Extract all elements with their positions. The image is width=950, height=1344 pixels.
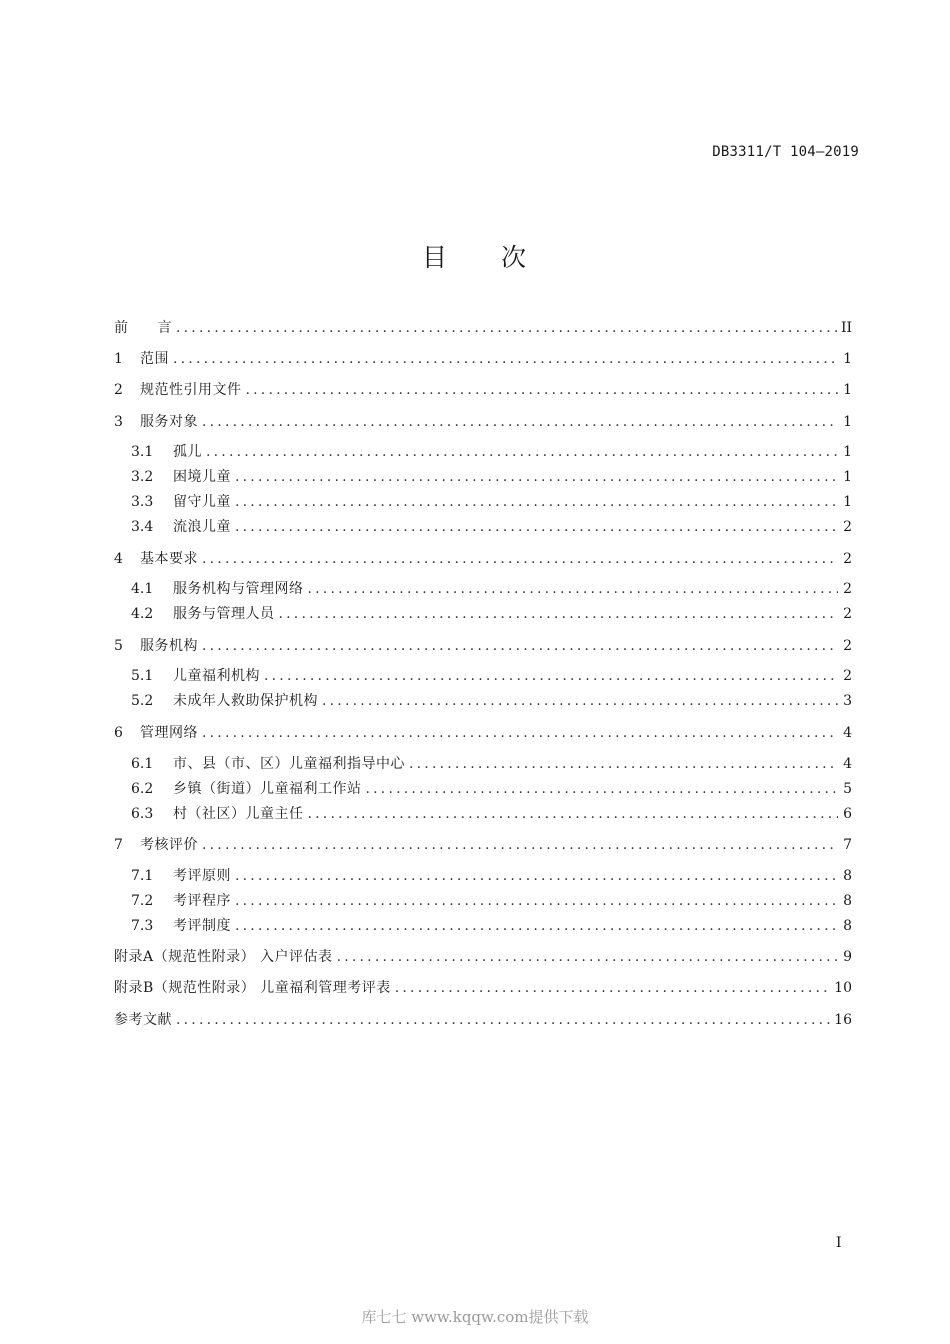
toc-entry-label: 附录A（规范性附录） 入户评估表: [114, 949, 333, 965]
toc-title-char-2: 次: [501, 243, 529, 272]
toc-entry-page: 1: [843, 351, 852, 367]
toc-leader: [202, 412, 838, 432]
toc-entry-label: 范围: [140, 351, 169, 367]
toc-entry-number: 4: [114, 551, 123, 567]
toc-entry-page: 1: [843, 469, 852, 485]
toc-entry-label: 村（社区）儿童主任: [173, 806, 304, 822]
toc-entry-page: 1: [843, 414, 852, 430]
toc-entry-label: 规范性引用文件: [140, 382, 242, 398]
toc-entry-3-4[interactable]: [131, 517, 852, 537]
toc-entry-label: 儿童福利机构: [173, 668, 260, 684]
toc-entry-page: 7: [843, 837, 852, 853]
toc-entry-page: 6: [843, 806, 852, 822]
toc-entry-5[interactable]: [114, 636, 852, 656]
toc-entry-2[interactable]: [114, 380, 852, 400]
toc-leader: [202, 723, 838, 743]
toc-entry-label: 未成年人救助保护机构: [173, 693, 318, 709]
toc-leader: [322, 691, 838, 711]
toc-entry-number: 7.3: [131, 918, 154, 934]
toc-entry-label: 考评程序: [173, 893, 231, 909]
toc-title: [0, 238, 950, 274]
toc-entry-page: 16: [834, 1012, 852, 1028]
toc-entry-label: 困境儿童: [173, 469, 231, 485]
toc-entry-number: 3.4: [131, 519, 154, 535]
toc-entry-label: 乡镇（街道）儿童福利工作站: [173, 781, 362, 797]
toc-entry-label: 留守儿童: [173, 494, 231, 510]
toc-entry-page: 2: [843, 638, 852, 654]
toc-leader: [235, 891, 838, 911]
toc-entry-page: 1: [843, 444, 852, 460]
toc-entry-number: 3.1: [131, 444, 154, 460]
toc-entry-label: 考评制度: [173, 918, 231, 934]
toc-entry-6-2[interactable]: [131, 779, 852, 799]
toc-entry-page: 8: [843, 918, 852, 934]
toc-entry-label: 流浪儿童: [173, 519, 231, 535]
toc-entry-number: 6.2: [131, 781, 154, 797]
toc-entry-label: 服务与管理人员: [173, 606, 275, 622]
toc-entry-label: 孤儿: [173, 444, 202, 460]
toc-entry-page: II: [840, 320, 852, 336]
toc-leader: [235, 866, 838, 886]
toc-entry-3-1[interactable]: [131, 442, 852, 462]
toc-entry-label: 基本要求: [140, 551, 198, 567]
toc-entry-label: 附录B（规范性附录） 儿童福利管理考评表: [114, 980, 391, 996]
toc-leader: [246, 380, 839, 400]
toc-entry-7[interactable]: [114, 835, 852, 855]
toc-entry-page: 8: [843, 893, 852, 909]
toc-entry-number: 3.2: [131, 469, 154, 485]
toc-leader: [206, 442, 838, 462]
toc-entry-6-3[interactable]: [131, 804, 852, 824]
watermark-text: 库七七 www.kqqw.com提供下载: [361, 1308, 589, 1326]
toc-entry-4[interactable]: [114, 549, 852, 569]
toc-leader: [235, 467, 838, 487]
toc-entry-appendix-a[interactable]: [114, 947, 852, 967]
toc-entry-label: 参考文献: [114, 1012, 172, 1028]
toc-leader: [279, 604, 839, 624]
toc-entry-label: 市、县（市、区）儿童福利指导中心: [173, 756, 405, 772]
toc-entry-label: 前 言: [114, 320, 172, 336]
toc-leader: [202, 549, 838, 569]
toc-entry-7-3[interactable]: [131, 916, 852, 936]
toc-leader: [235, 492, 838, 512]
toc-entry-label: 考评原则: [173, 868, 231, 884]
toc-leader: [176, 1010, 830, 1030]
toc-entry-3-2[interactable]: [131, 467, 852, 487]
page-number: I: [836, 1235, 842, 1251]
toc-leader: [308, 579, 839, 599]
toc-entry-appendix-b[interactable]: [114, 978, 852, 998]
toc-entry-number: 6.3: [131, 806, 154, 822]
toc-entry-page: 4: [843, 756, 852, 772]
toc-entry-page: 2: [843, 581, 852, 597]
toc-entry-page: 2: [843, 606, 852, 622]
toc-entry-number: 7.2: [131, 893, 154, 909]
toc-leader: [395, 978, 830, 998]
toc-entry-number: 5.2: [131, 693, 154, 709]
toc-entry-5-2[interactable]: [131, 691, 852, 711]
toc-leader: [173, 349, 838, 369]
toc-leader: [235, 517, 838, 537]
toc-entry-number: 5: [114, 638, 123, 654]
toc-entry-number: 6.1: [131, 756, 154, 772]
toc-entry-5-1[interactable]: [131, 666, 852, 686]
toc-entry-page: 9: [843, 949, 852, 965]
toc-title-char-1: 目: [421, 243, 449, 272]
toc-entry-7-2[interactable]: [131, 891, 852, 911]
toc-entry-label: 管理网络: [140, 725, 198, 741]
toc-leader: [202, 835, 838, 855]
toc-leader: [176, 318, 837, 338]
toc-entry-foreword[interactable]: [114, 318, 852, 338]
toc-entry-6[interactable]: [114, 723, 852, 743]
toc-entry-6-1[interactable]: [131, 754, 852, 774]
toc-entry-3-3[interactable]: [131, 492, 852, 512]
toc-entry-page: 1: [843, 494, 852, 510]
toc-entry-label: 服务机构: [140, 638, 198, 654]
toc-entry-page: 1: [843, 382, 852, 398]
toc-entry-number: 5.1: [131, 668, 154, 684]
toc-leader: [264, 666, 838, 686]
toc-entry-page: 2: [843, 551, 852, 567]
toc-entry-page: 2: [843, 668, 852, 684]
toc-entry-number: 3: [114, 414, 123, 430]
toc-entry-1[interactable]: [114, 349, 852, 369]
document-code: DB3311/T 104—2019: [712, 144, 859, 160]
toc-leader: [202, 636, 838, 656]
toc-entry-number: 4.2: [131, 606, 154, 622]
toc-leader: [366, 779, 839, 799]
toc-entry-number: 7: [114, 837, 123, 853]
toc-entry-number: 1: [114, 351, 123, 367]
toc-entry-4-2[interactable]: [131, 604, 852, 624]
toc-entry-4-1[interactable]: [131, 579, 852, 599]
toc-leader: [409, 754, 838, 774]
toc-entry-label: 考核评价: [140, 837, 198, 853]
toc-entry-number: 3.3: [131, 494, 154, 510]
toc-entry-label: 服务对象: [140, 414, 198, 430]
toc-entry-page: 5: [843, 781, 852, 797]
toc-entry-number: 2: [114, 382, 123, 398]
toc-entry-references[interactable]: [114, 1010, 852, 1030]
toc-entry-page: 10: [834, 980, 852, 996]
toc-leader: [337, 947, 838, 967]
toc-entry-page: 4: [843, 725, 852, 741]
toc-entry-page: 2: [843, 519, 852, 535]
toc-entry-number: 7.1: [131, 868, 154, 884]
toc-leader: [235, 916, 838, 936]
toc-entry-label: 服务机构与管理网络: [173, 581, 304, 597]
toc-entry-3[interactable]: [114, 412, 852, 432]
toc-entry-7-1[interactable]: [131, 866, 852, 886]
toc-entry-number: 4.1: [131, 581, 154, 597]
toc-entry-number: 6: [114, 725, 123, 741]
toc-entry-page: 3: [843, 693, 852, 709]
toc-entry-page: 8: [843, 868, 852, 884]
toc-leader: [308, 804, 839, 824]
